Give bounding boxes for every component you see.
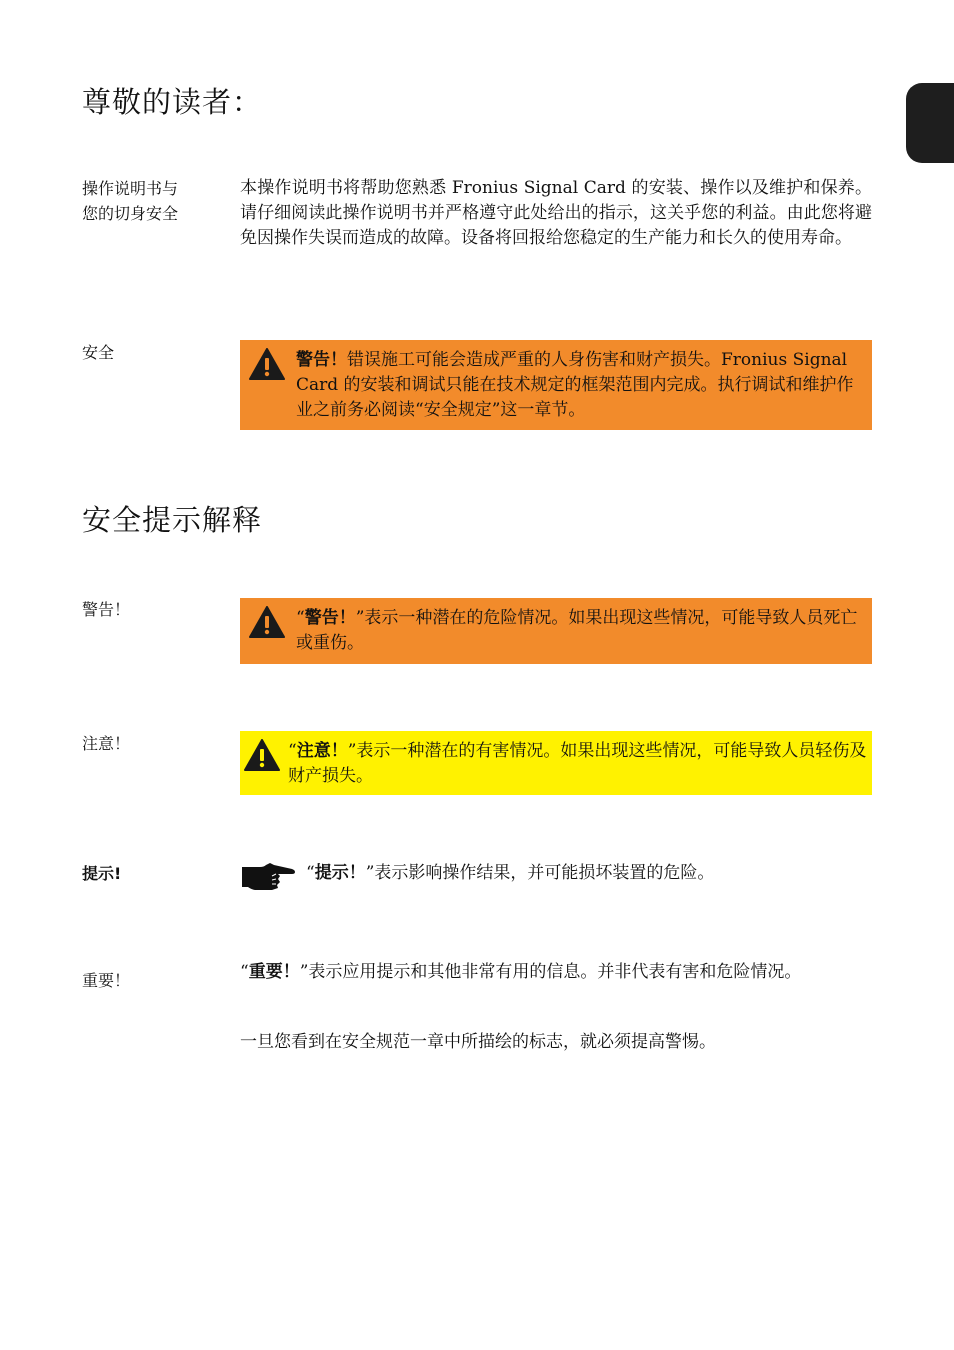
caution-box [240, 731, 872, 795]
safety-warning-text [296, 348, 862, 423]
caution-label: 注意！ [296, 741, 348, 761]
page-heading-readers: 尊敬的读者： [82, 85, 263, 119]
intro-text: 本操作说明书将帮助您熟悉 Fronius Signal Card 的安装、操作以及维护和保养。请仔细阅读此操作说明书并严格遵守此处给出的指示，这关乎您的利益。由此您将避免因操作失误而造成的故障。设备将回报给您稳定的生产能力和长久的使用寿命。 [240, 178, 872, 248]
safety-warning-label: 警告！ [296, 350, 347, 370]
caution-side-label: 注意！ [82, 734, 131, 753]
pointing-hand-icon [240, 861, 296, 891]
warning-text [296, 606, 862, 656]
important-label: 重要！ [248, 962, 300, 982]
warning-label: 警告！ [304, 608, 356, 628]
caution-text [288, 739, 868, 789]
warning-triangle-icon [244, 739, 280, 771]
warning-triangle-icon [249, 348, 285, 380]
intro-side-line-1: 操作说明书与 [82, 179, 179, 198]
important-side-label: 重要！ [82, 971, 131, 990]
important-body: ”表示应用提示和其他非常有用的信息。并非代表有害和危险情况。 [299, 962, 802, 982]
note-quote-open: “ [306, 863, 315, 883]
note-body: ”表示影响操作结果，并可能损坏装置的危险。 [365, 863, 715, 883]
important-text [240, 960, 840, 985]
note-side-label: 提示! [82, 864, 122, 883]
intro-side-label [82, 176, 212, 226]
safety-side-label: 安全 [82, 343, 115, 362]
important-quote-open: “ [240, 962, 249, 982]
warning-quote-open: “ [296, 608, 305, 628]
note-text [306, 861, 872, 886]
intro-side-line-2: 您的切身安全 [82, 204, 179, 223]
warning-side-label: 警告！ [82, 600, 131, 619]
safety-warning-body: 错误施工可能会造成严重的人身伤害和财产损失。Fronius Signal Card 的安装和调试只能在技术规定的框架范围内完成。执行调试和维护作业之前务必阅读“安全规定”这一章节。 [296, 350, 854, 420]
warning-triangle-icon [249, 606, 285, 638]
note-label: 提示！ [314, 863, 366, 883]
safety-warning-box [240, 340, 872, 430]
warning-body: ”表示一种潜在的危险情况。如果出现这些情况，可能导致人员死亡或重伤。 [296, 608, 858, 653]
caution-quote-open: “ [288, 741, 297, 761]
page-heading-explanations: 安全提示解释 [82, 503, 263, 537]
caution-body: ”表示一种潜在的有害情况。如果出现这些情况，可能导致人员轻伤及财产损失。 [288, 741, 867, 786]
warning-box [240, 598, 872, 664]
language-tab [906, 83, 954, 163]
important-text-2: 一旦您看到在安全规范一章中所描绘的标志，就必须提高警惕。 [240, 1032, 716, 1052]
